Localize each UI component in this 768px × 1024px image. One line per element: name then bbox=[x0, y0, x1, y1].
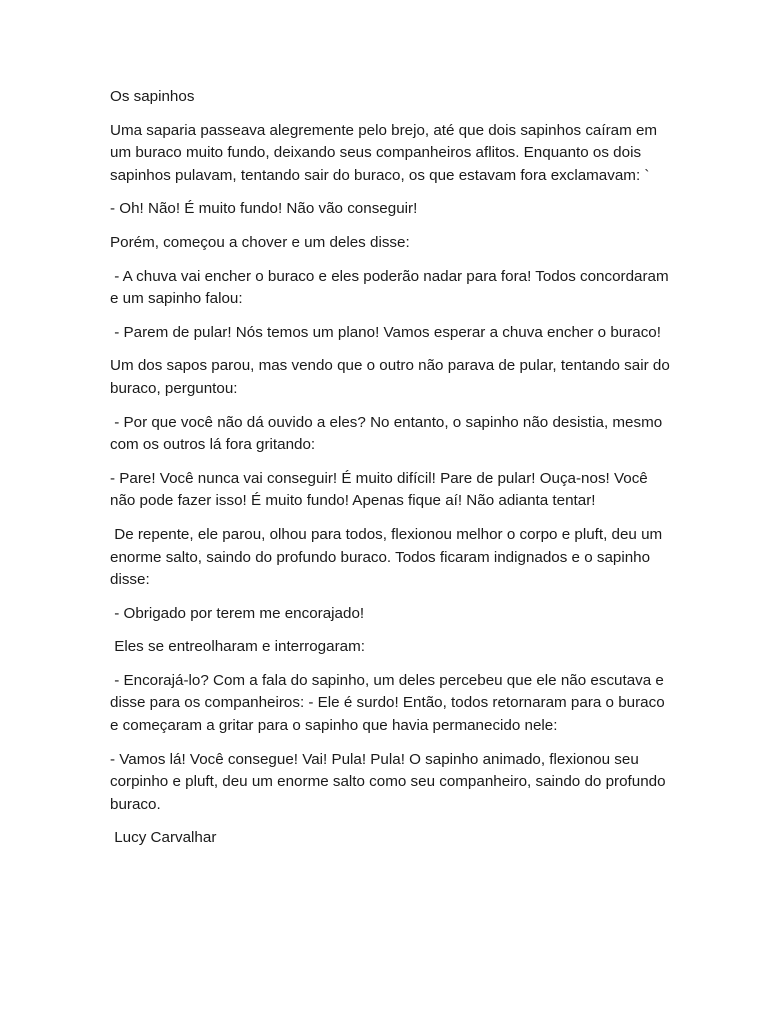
paragraph: Um dos sapos parou, mas vendo que o outro não parava de pular, tentando sair do buraco, perguntou: bbox=[110, 357, 675, 397]
paragraph: - Obrigado por terem me encorajado! bbox=[110, 604, 365, 622]
document-page bbox=[110, 86, 675, 861]
author-signature: Lucy Carvalhar bbox=[110, 829, 217, 847]
paragraph: - A chuva vai encher o buraco e eles poderão nadar para fora! Todos concordaram e um sapinho falou: bbox=[110, 267, 673, 308]
paragraph: - Parem de pular! Nós temos um plano! Vamos esperar a chuva encher o buraco! bbox=[110, 323, 661, 341]
paragraph: - Vamos lá! Você consegue! Vai! Pula! Pula! O sapinho animado, flexionou seu corpinho e pluft, deu um enorme salto como seu companheiro, saindo do profundo buraco. bbox=[110, 750, 670, 813]
paragraph: - Oh! Não! É muito fundo! Não vão conseguir! bbox=[110, 200, 418, 218]
paragraph: - Pare! Você nunca vai conseguir! É muito difícil! Pare de pular! Ouça-nos! Você não pode fazer isso! É muito fundo! Apenas fique aí! Não adianta tentar! bbox=[110, 469, 652, 510]
paragraph: - Encorajá-lo? Com a fala do sapinho, um deles percebeu que ele não escutava e disse para os companheiros: - Ele é surdo! Então, todos retornaram para o buraco e começaram a gritar para o sapinho que havia permanecido nele: bbox=[110, 671, 669, 735]
paragraph: De repente, ele parou, olhou para todos, flexionou melhor o corpo e pluft, deu um enorme salto, saindo do profundo buraco. Todos ficaram indignados e o sapinho disse: bbox=[110, 525, 667, 589]
document-title: Os sapinhos bbox=[110, 88, 195, 105]
paragraph: - Por que você não dá ouvido a eles? No entanto, o sapinho não desistia, mesmo com os outros lá fora gritando: bbox=[110, 413, 667, 454]
paragraph: Porém, começou a chover e um deles disse: bbox=[110, 233, 410, 251]
paragraph: Uma saparia passeava alegremente pelo brejo, até que dois sapinhos caíram em um buraco muito fundo, deixando seus companheiros aflitos. Enquanto os dois sapinhos pulavam, tentando sair do buraco, os que estavam fora exclamavam: ` bbox=[110, 121, 662, 184]
paragraph: Eles se entreolharam e interrogaram: bbox=[110, 638, 365, 656]
